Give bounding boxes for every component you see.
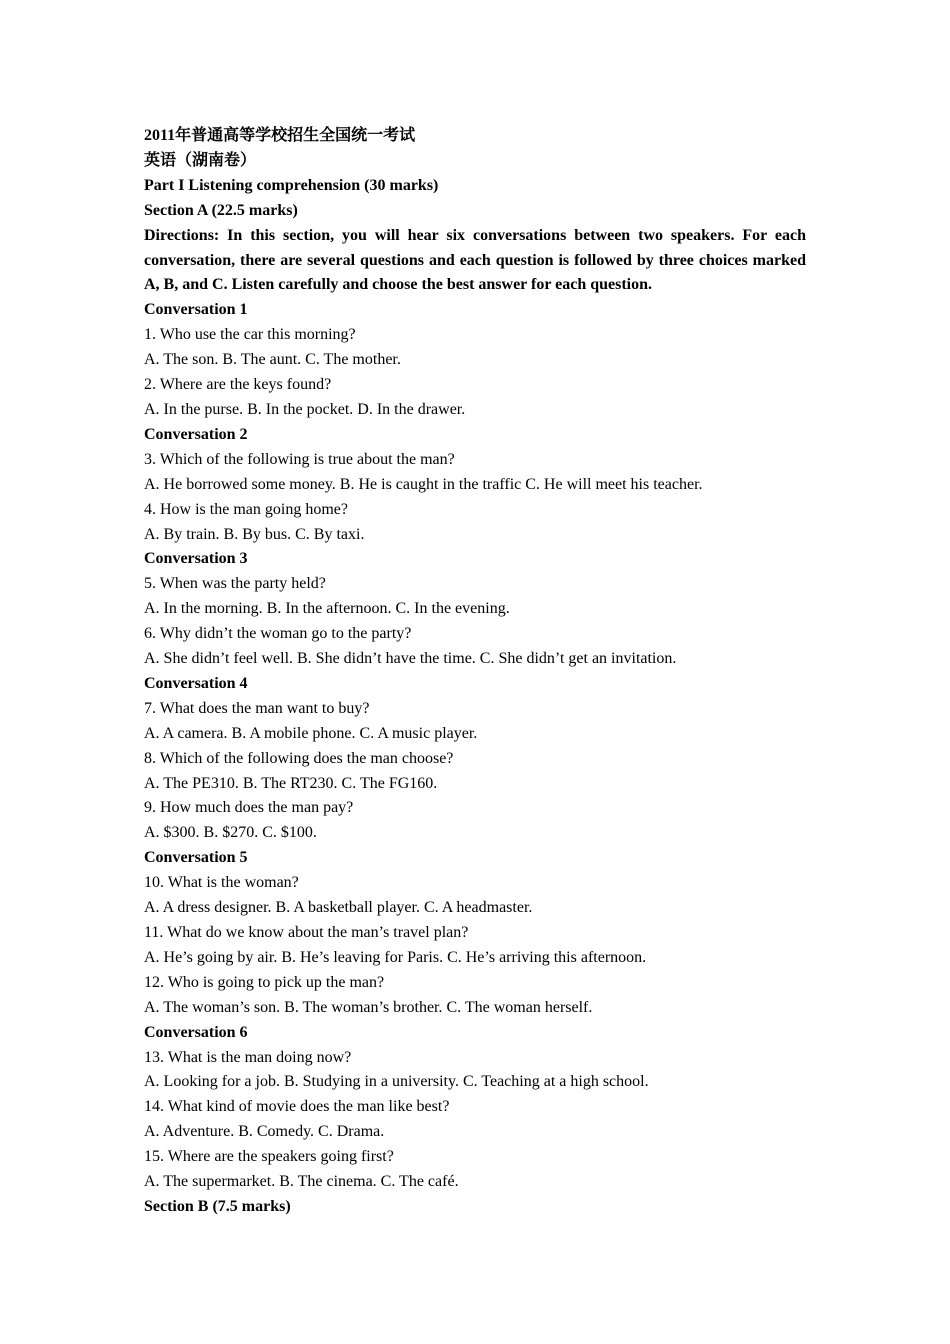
question-8: 8. Which of the following does the man choose?: [144, 749, 454, 767]
conversation-6-heading: Conversation 6: [144, 1023, 248, 1041]
question-4: 4. How is the man going home?: [144, 500, 348, 518]
answer-options-10: A. A dress designer. B. A basketball player. C. A headmaster.: [144, 899, 533, 917]
question-5: 5. When was the party held?: [144, 575, 326, 593]
question-9: 9. How much does the man pay?: [144, 799, 354, 817]
answer-options-4: A. By train. B. By bus. C. By taxi.: [144, 525, 365, 543]
question-3: 3. Which of the following is true about the man?: [144, 450, 455, 468]
answer-options-13: A. Looking for a job. B. Studying in a university. C. Teaching at a high school.: [144, 1073, 649, 1091]
conversation-3-heading: Conversation 3: [144, 550, 248, 568]
answer-options-11: A. He’s going by air. B. He’s leaving for Paris. C. He’s arriving this afternoon.: [144, 948, 647, 966]
answer-options-9: A. $300. B. $270. C. $100.: [144, 824, 317, 842]
question-10: 10. What is the woman?: [144, 874, 299, 892]
answer-options-3: A. He borrowed some money. B. He is caught in the traffic C. He will meet his teacher.: [144, 475, 703, 493]
answer-options-14: A. Adventure. B. Comedy. C. Drama.: [144, 1123, 385, 1141]
answer-options-5: A. In the morning. B. In the afternoon. C. In the evening.: [144, 600, 510, 618]
answer-options-2: A. In the purse. B. In the pocket. D. In the drawer.: [144, 400, 466, 418]
exam-title: 2011年普通高等学校招生全国统一考试: [144, 127, 416, 144]
conversation-5-heading: Conversation 5: [144, 849, 248, 867]
conversation-4-heading: Conversation 4: [144, 674, 248, 692]
question-1: 1. Who use the car this morning?: [144, 326, 356, 344]
part-heading: Part I Listening comprehension (30 marks): [144, 176, 439, 194]
question-11: 11. What do we know about the man’s travel plan?: [144, 924, 469, 941]
answer-options-7: A. A camera. B. A mobile phone. C. A music player.: [144, 724, 478, 742]
question-2: 2. Where are the keys found?: [144, 376, 332, 394]
question-12: 12. Who is going to pick up the man?: [144, 973, 385, 991]
answer-options-8: A. The PE310. B. The RT230. C. The FG160.: [144, 774, 438, 792]
conversation-2-heading: Conversation 2: [144, 425, 248, 443]
question-6: 6. Why didn’t the woman go to the party?: [144, 625, 412, 643]
question-15: 15. Where are the speakers going first?: [144, 1148, 394, 1166]
answer-options-6: A. She didn’t feel well. B. She didn’t have the time. C. She didn’t get an invitation.: [144, 650, 677, 668]
section-b-heading: Section B (7.5 marks): [144, 1197, 291, 1215]
question-14: 14. What kind of movie does the man like best?: [144, 1098, 450, 1116]
document-page: [144, 124, 806, 1220]
question-13: 13. What is the man doing now?: [144, 1048, 352, 1066]
section-a-heading: Section A (22.5 marks): [144, 201, 298, 219]
conversation-1-heading: Conversation 1: [144, 301, 248, 319]
directions-text: Directions: In this section, you will hear six conversations between two speakers. For each conversation, there are several questions and each question is followed by three choices marked A, B, and C. Listen carefully and choose the best answer for each question.: [144, 226, 806, 294]
answer-options-12: A. The woman’s son. B. The woman’s brother. C. The woman herself.: [144, 998, 593, 1016]
question-7: 7. What does the man want to buy?: [144, 699, 370, 717]
exam-subtitle: 英语（湖南卷）: [144, 151, 257, 169]
answer-options-15: A. The supermarket. B. The cinema. C. The café.: [144, 1173, 459, 1191]
answer-options-1: A. The son. B. The aunt. C. The mother.: [144, 351, 401, 369]
